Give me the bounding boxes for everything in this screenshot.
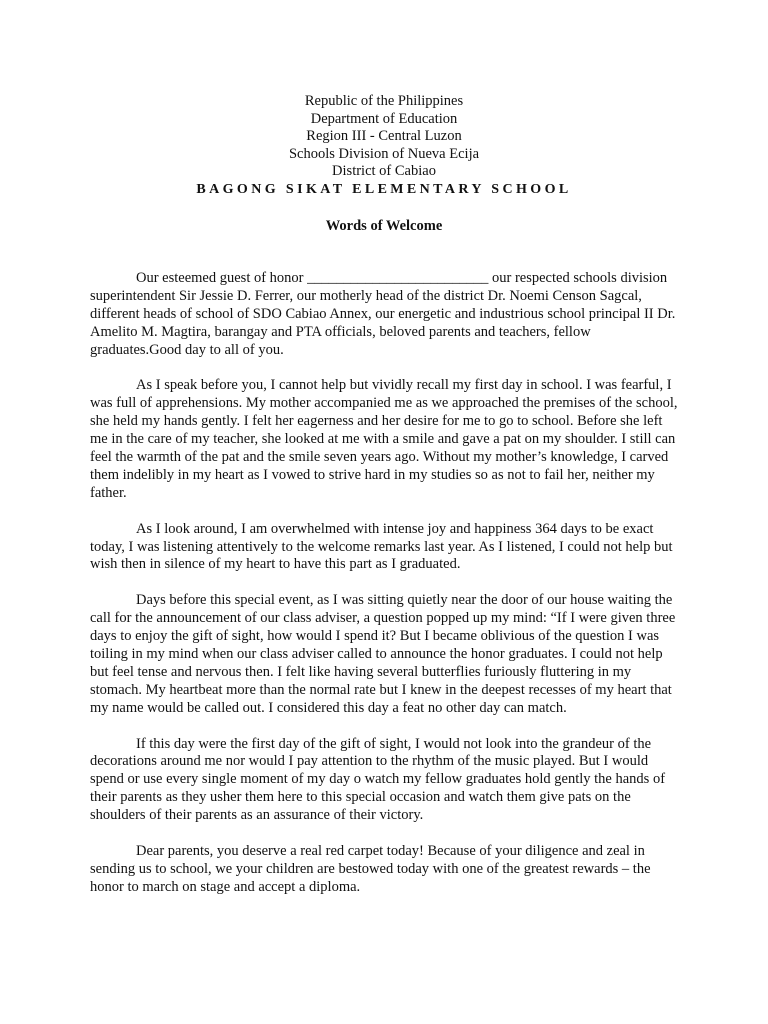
document-title: Words of Welcome [325,218,443,234]
paragraph-days-before: Days before this special event, as I was sitting quietly near the door of our house waiting the call for the announcement of our class adviser, a question popped up my mind: “If I were given three days to enjoy the gift of sight, how would I spend it? But I became oblivious of the question I was toiling in my mind when our class adviser called to announce the honor graduates. I could not help but feel tense and nervous then. I felt like having several butterflies furiously fluttering in my stomach. My heartbeat more than the normal rate but I knew in the deepest recesses of my heart that my name would be called out. I considered this day a feat no other day can match. [90,592,676,716]
paragraph-dear-parents: Dear parents, you deserve a real red carpet today! Because of your diligence and zeal in sending us to school, we your children are bestowed today with one of the greatest rewards – the honor to march on stage and accept a diploma. [90,842,651,895]
letterhead-republic: Republic of the Philippines [304,93,464,109]
letterhead-division: Schools Division of Nueva Ecija [288,145,480,162]
paragraph-greeting: Our esteemed guest of honor _________________________ our respected schools division superintendent Sir Jessie D. Ferrer, our motherly head of the district Dr. Noemi Censon Sagcal, different heads of school of SDO Cabiao Annex, our energetic and industrious school principal II Dr. Amelito M. Magtira, barangay and PTA officials, beloved parents and teachers, fellow graduates.Good day to all of you. [90,270,676,358]
school-name: BAGONG SIKAT ELEMENTARY SCHOOL [196,181,572,197]
paragraph-look-around: As I look around, I am overwhelmed with intense joy and happiness 364 days to be exact today, I was listening attentively to the welcome remarks last year. As I listened, I could not help but wish then in silence of my heart to have this part as I graduated. [90,520,673,573]
paragraph-gift-of-sight: If this day were the first day of the gift of sight, I would not look into the grandeur of the decorations around me nor would I pay attention to the rhythm of the music played. But I would spend or use every single moment of my day o watch my fellow graduates hold gently the hands of their parents as they usher them here to this special occasion and watch them give pats on the shoulders of their parents as an assurance of their victory. [90,735,666,824]
letterhead [0,93,768,199]
letterhead-district: District of Cabiao [332,163,436,180]
letterhead-region: Region III - Central Luzon [306,128,462,145]
paragraph-first-day: As I speak before you, I cannot help but vividly recall my first day in school. I was fearful, I was full of apprehensions. My mother accompanied me as we approached the premises of the school, she held my hands gently. I felt her eagerness and her desire for me to go to school. Before she left me in the care of my teacher, she looked at me with a smile and gave a pat on my shoulder. I still can feel the warmth of the pat and the smile seven years ago. Without my mother’s knowledge, I carved them indelibly in my heart as I vowed to strive hard in my studies so as not to fail her, neither my father. [90,377,678,501]
document-body [90,270,680,915]
letterhead-department: Department of Education [310,110,458,127]
